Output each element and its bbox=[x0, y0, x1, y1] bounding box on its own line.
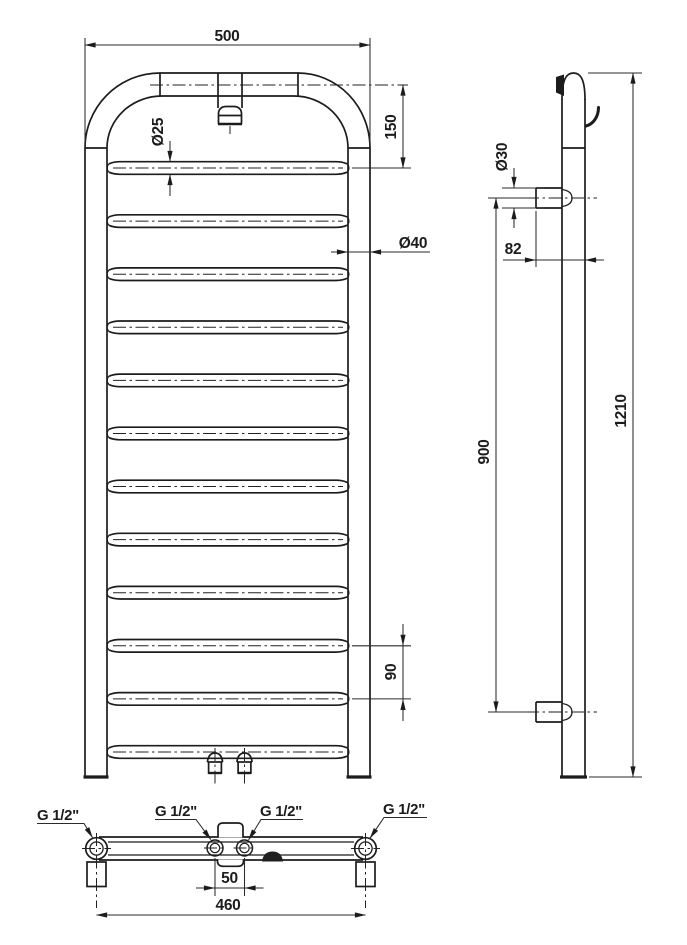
front-side-tubes bbox=[84, 148, 372, 777]
rung bbox=[107, 374, 349, 387]
dim-label-90: 90 bbox=[383, 663, 400, 681]
bottom-collector-tube bbox=[99, 837, 363, 860]
thread-label-text: G 1/2" bbox=[260, 803, 302, 820]
dim-collector-diameter-40 bbox=[331, 235, 430, 252]
dim-label-50: 50 bbox=[221, 870, 238, 887]
dim-label-d30: Ø30 bbox=[494, 142, 511, 172]
thread-label-3 bbox=[249, 803, 303, 840]
valve bbox=[207, 748, 222, 786]
dim-rung-spacing-90 bbox=[352, 624, 411, 721]
side-tube bbox=[560, 73, 587, 777]
rung bbox=[107, 215, 349, 228]
dim-outer-spacing-460 bbox=[97, 897, 366, 915]
thread-label-4 bbox=[370, 801, 427, 838]
valve bbox=[237, 748, 252, 786]
front-view bbox=[84, 28, 431, 786]
dim-label-d40: Ø40 bbox=[398, 235, 428, 252]
thread-label-text: G 1/2" bbox=[383, 801, 425, 818]
front-arch bbox=[85, 73, 408, 148]
rung bbox=[107, 693, 349, 706]
drain-plug bbox=[262, 852, 283, 862]
hanger-bracket bbox=[218, 73, 242, 134]
thread-label-2 bbox=[155, 803, 211, 840]
center-bracket-bottom bbox=[218, 860, 244, 867]
wall-bracket-mark bbox=[556, 75, 564, 97]
dim-label-82: 82 bbox=[504, 241, 522, 258]
dim-label-1210: 1210 bbox=[613, 394, 630, 428]
rung bbox=[107, 533, 349, 546]
dim-label-500: 500 bbox=[214, 28, 240, 45]
side-view bbox=[476, 73, 642, 777]
dim-label-460: 460 bbox=[215, 897, 241, 914]
thread-label-text: G 1/2" bbox=[37, 807, 79, 824]
rung bbox=[107, 268, 349, 281]
rung bbox=[107, 480, 349, 493]
thread-label-text: G 1/2" bbox=[155, 803, 197, 820]
rung bbox=[107, 162, 349, 175]
rung bbox=[107, 746, 349, 759]
dim-depth-82 bbox=[503, 211, 604, 267]
dim-label-d25: Ø25 bbox=[150, 117, 167, 147]
rung bbox=[107, 640, 349, 653]
rungs bbox=[107, 162, 349, 759]
rung bbox=[107, 321, 349, 334]
thread-label-1 bbox=[37, 807, 93, 838]
bottom-view bbox=[37, 801, 427, 915]
center-valves bbox=[207, 748, 252, 786]
hook-icon bbox=[586, 108, 599, 127]
rung bbox=[107, 427, 349, 440]
dim-label-150: 150 bbox=[383, 114, 400, 140]
dim-label-900: 900 bbox=[476, 439, 493, 465]
center-bracket-top bbox=[218, 823, 243, 838]
dim-width-500 bbox=[85, 28, 370, 146]
rung bbox=[107, 586, 349, 599]
dim-connection-spacing-900 bbox=[476, 198, 527, 712]
dim-height-1210 bbox=[588, 73, 642, 777]
dim-arch-150 bbox=[352, 85, 411, 168]
dim-rung-diameter-25 bbox=[150, 117, 170, 196]
